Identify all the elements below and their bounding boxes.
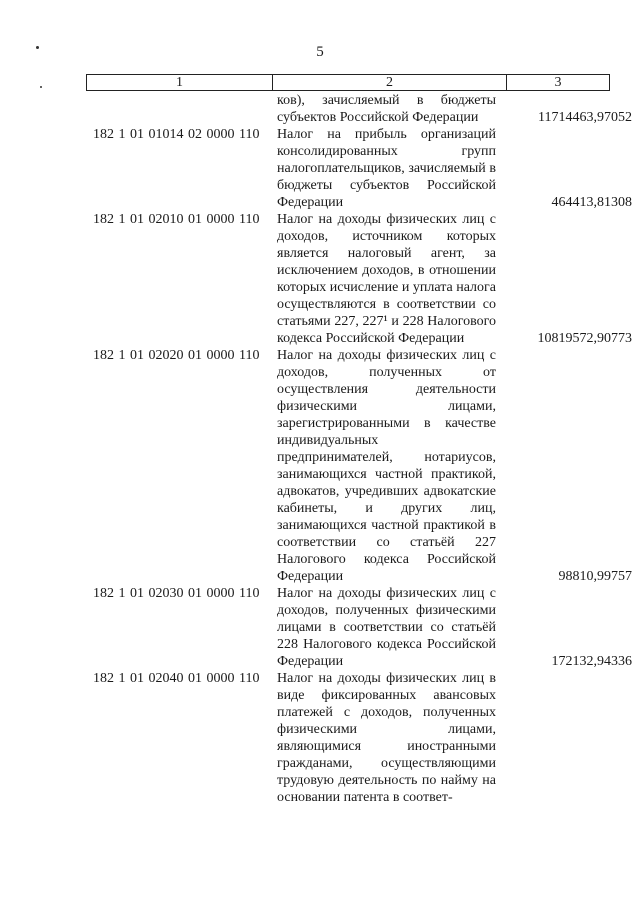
income-description: Налог на доходы физических лиц с доходов, полученных от осуществления деятельности физическими лицами, зарегистрированными в качестве индивидуальных предпринимателей, нотариусов, занимающихся частной практикой, адвокатов, учредивших адвокатские кабинеты, и других лиц, занимающихся частной практикой в соответствии со статьёй 227 Налогового кодекса Российской Федерации <box>277 348 496 584</box>
budget-code: 182 1 01 01014 02 0000 110 <box>93 127 260 142</box>
amount-value: 10819572,90773 <box>537 331 632 346</box>
amount-value: 11714463,97052 <box>538 110 632 125</box>
amount-value: 172132,94336 <box>551 654 632 669</box>
table-row <box>0 670 640 806</box>
table-body <box>0 92 640 806</box>
budget-code: 182 1 01 02020 01 0000 110 <box>93 348 260 363</box>
table-row <box>0 211 640 347</box>
budget-code: 182 1 01 02030 01 0000 110 <box>93 586 260 601</box>
amount-value: 464413,81308 <box>551 195 632 210</box>
column-header-3: 3 <box>554 75 562 90</box>
income-description: Налог на доходы физических лиц с доходов, полученных физическими лицами в соответствии со статьёй 228 Налогового кодекса Российской Федерации <box>277 586 496 669</box>
income-description: Налог на доходы физических лиц с доходов, источником которых является налоговый агент, за исключением доходов, в отношении которых исчисление и уплата налога осуществляются в соответствии со статьями 227, 227¹ и 228 Налогового кодекса Российской Федерации <box>277 212 496 346</box>
income-description: Налог на прибыль организаций консолидированных групп налогоплательщиков, зачисляемый в бюджеты субъектов Российской Федерации <box>277 127 496 210</box>
table-header-row <box>86 74 610 91</box>
table-row <box>0 126 640 211</box>
budget-code: 182 1 01 02040 01 0000 110 <box>93 671 260 686</box>
budget-code: 182 1 01 02010 01 0000 110 <box>93 212 260 227</box>
scan-mark <box>36 46 39 49</box>
column-header-2: 2 <box>273 75 507 90</box>
table-row <box>0 585 640 670</box>
table-row <box>0 92 640 126</box>
income-description: Налог на доходы физических лиц в виде фиксированных авансовых платежей с доходов, полученных физическими лицами, являющимися иностранными гражданами, осуществляющими трудовую деятельность по найму на основании патента в соответ- <box>277 671 496 805</box>
scan-mark <box>40 86 42 88</box>
table-row <box>0 347 640 585</box>
income-description: ков), зачисляемый в бюджеты субъектов Российской Федерации <box>277 93 496 125</box>
amount-value: 98810,99757 <box>558 569 632 584</box>
page-number: 5 <box>316 44 324 60</box>
column-header-1: 1 <box>87 75 273 90</box>
